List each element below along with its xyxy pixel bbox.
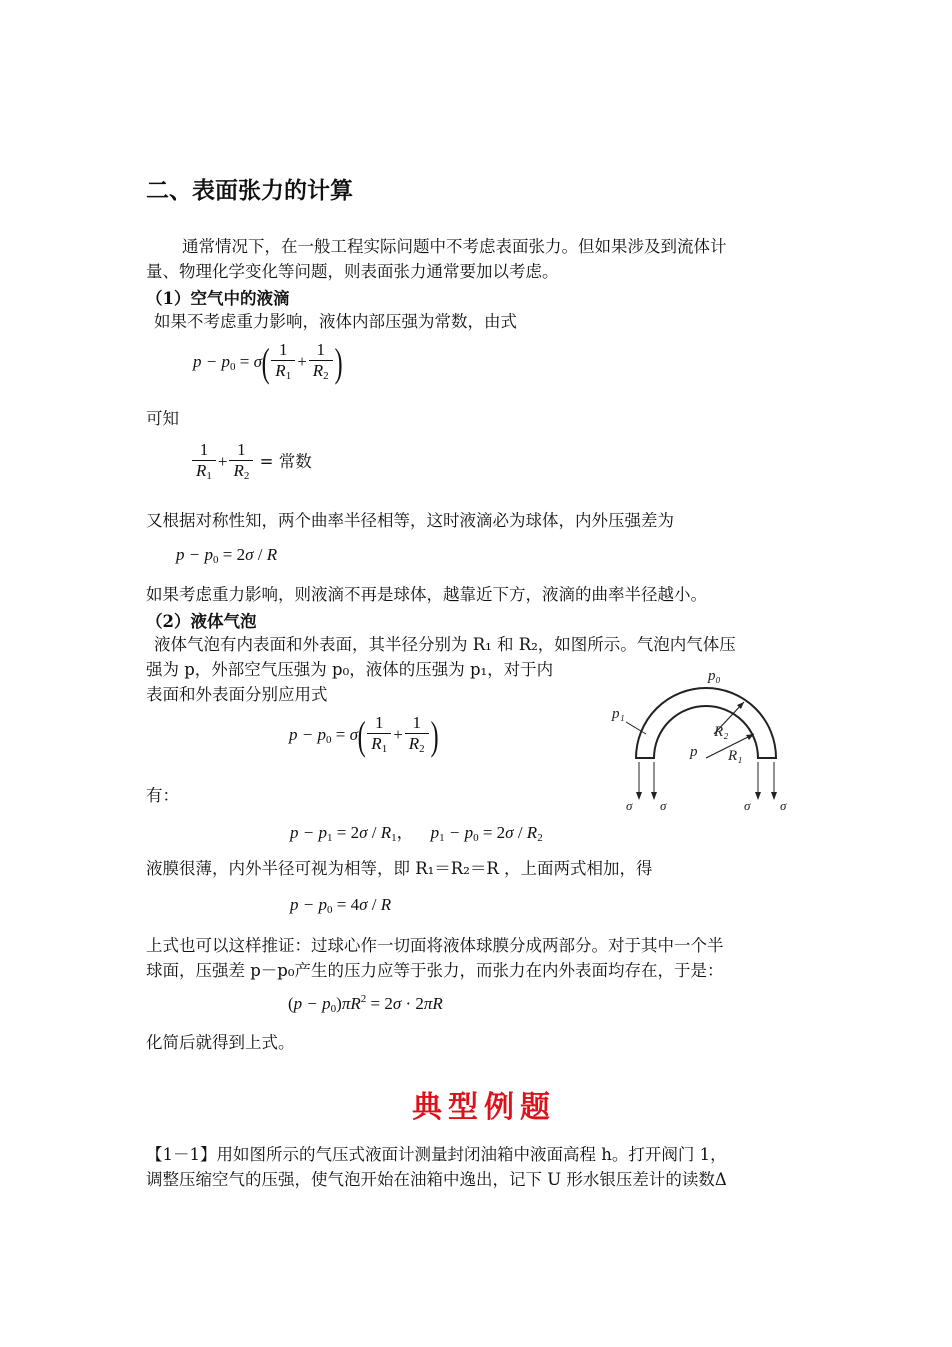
- label-r2: R₂: [714, 724, 729, 740]
- formula-laplace-2: p − p0 = σ( $\frac{1}{R1}$ + $\frac{1}{R2}$ ): [289, 713, 439, 758]
- bubble-text-1: 液体气泡有内表面和外表面，其半径分别为 R₁ 和 R₂，如图所示。气泡内气体压: [154, 635, 736, 654]
- label-p: p: [690, 744, 698, 760]
- example-title: 典型例题: [412, 1090, 556, 1125]
- subsection-title-bubble: （2）液体气泡: [146, 612, 257, 631]
- bubble-text-derive-2: 球面，压强差 p－p₀产生的压力应等于张力，而张力在内外表面均存在，于是：: [146, 961, 724, 980]
- droplet-text-4: 如果考虑重力影响，则液滴不再是球体，越靠近下方，液滴的曲率半径越小。: [146, 585, 707, 604]
- formula-bubble-pressure: p − p0 = 4σ / R: [290, 895, 392, 916]
- droplet-text-2: 可知: [146, 409, 179, 428]
- droplet-text-3: 又根据对称性知，两个曲率半径相等，这时液滴必为球体，内外压强差为: [146, 511, 674, 530]
- const-word: = 常数: [259, 451, 312, 471]
- bubble-text-3: 表面和外表面分别应用式: [146, 685, 328, 704]
- label-p0: p₀: [708, 668, 721, 684]
- label-p1: p₁: [612, 706, 625, 722]
- subsection-title-droplet: （1）空气中的液滴: [146, 289, 290, 308]
- droplet-text-1: 如果不考虑重力影响，液体内部压强为常数，由式: [154, 312, 517, 331]
- section-heading: 二、表面张力的计算: [146, 178, 353, 204]
- bubble-text-2: 强为 p，外部空气压强为 p₀，液体的压强为 p₁，对于内: [146, 660, 554, 679]
- label-sigma-2: σ: [660, 798, 667, 813]
- label-sigma-1: σ: [626, 798, 633, 813]
- bubble-text-derive-1: 上式也可以这样推证：过球心作一切面将液体球膜分成两部分。对于其中一个半: [146, 936, 724, 955]
- formula-laplace-1: p − p0 = σ( $\frac{1}{R1}$ + $\frac{1}{R2}$ ): [193, 340, 343, 385]
- formula-curvature-constant: $\frac{1}{R1}$ + $\frac{1}{R2}$ = 常数: [190, 440, 312, 486]
- label-sigma-4: σ: [780, 798, 787, 813]
- formula-force-balance: $(p - p0)\pi R^2 = 2\sigma \cdot 2\pi R$: [288, 993, 443, 1015]
- formula-two-surfaces: p − p1 = 2σ / R1， p1 − p0 = 2σ / R2: [290, 823, 543, 844]
- bubble-text-you: 有：: [146, 786, 179, 805]
- bubble-text-end: 化简后就得到上式。: [146, 1033, 295, 1052]
- label-r1: R₁: [728, 748, 743, 764]
- bubble-diagram: [606, 664, 806, 814]
- intro-line-2: 量、物理化学变化等问题，则表面张力通常要加以考虑。: [146, 262, 559, 281]
- bubble-film-shape: [636, 688, 776, 758]
- example-line-1: 【1－1】用如图所示的气压式液面计测量封闭油箱中液面高程 h。打开阀门 1，: [146, 1145, 727, 1164]
- example-line-2: 调整压缩空气的压强，使气泡开始在油箱中逸出，记下 U 形水银压差计的读数Δ: [146, 1170, 727, 1189]
- intro-line-1: 通常情况下，在一般工程实际问题中不考虑表面张力。但如果涉及到流体计: [182, 237, 727, 256]
- label-sigma-3: σ: [744, 798, 751, 813]
- bubble-text-thin: 液膜很薄，内外半径可视为相等，即 R₁＝R₂＝R ，上面两式相加，得: [146, 859, 653, 878]
- formula-droplet-pressure: p − p0 = 2σ / R: [176, 545, 278, 566]
